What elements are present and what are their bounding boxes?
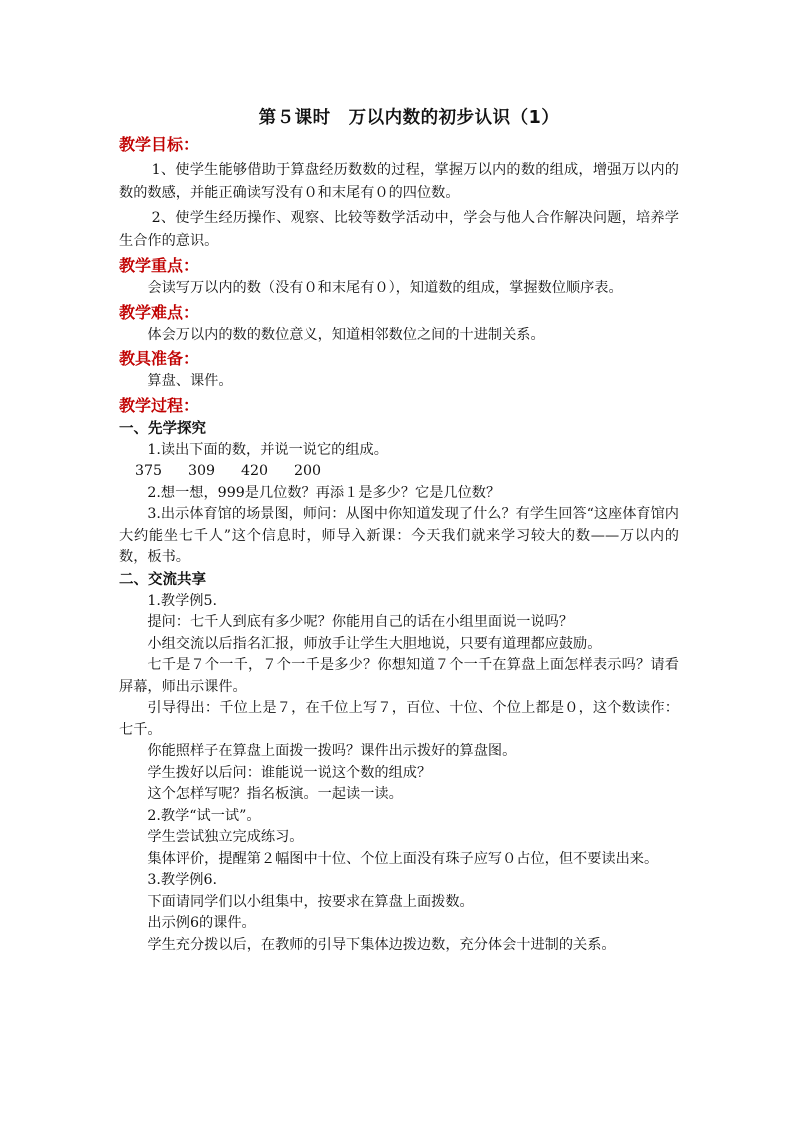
part2-line: 小组交流以后指名汇报，师放手让学生大胆地说，只要有道理都应鼓励。 [147,635,602,652]
key-points-heading: 教学重点： [119,256,200,275]
goal-2: 2、使学生经历操作、观察、比较等数学活动中，学会与他人合作解决问题，培养学生合作的意识。 [119,210,679,249]
process-heading: 教学过程： [119,395,200,415]
part2-line: 这个怎样写呢？指名板演。一起读一读。 [147,786,403,802]
part2-line: 提问：七千人到底有多少呢？你能用自己的话在小组里面说一说吗？ [147,614,574,630]
part1-item-1: 1.读出下面的数，并说一说它的组成。 [147,441,388,458]
tools-heading: 教具准备： [119,349,200,368]
number-list [119,461,679,483]
tools-text: 算盘、课件。 [147,373,233,389]
part2-line: 出示例6的课件。 [147,915,256,931]
goal-1: 1、使学生能够借助于算盘经历数数的过程，掌握万以内的数的组成，增强万以内的数的数感，并能正确读写没有０和末尾有０的四位数。 [119,162,679,201]
part2-line: 集体评价，提醒第２幅图中十位、个位上面没有珠子应写０占位，但不要读出来。 [147,850,659,867]
part1-item-2: 2.想一想，999是几位数？再添１是多少？它是几位数？ [147,484,501,501]
part2-line: 3.教学例6. [147,872,218,888]
page-title: 第５课时 万以内数的初步认识（1） [258,108,560,128]
part2-line: 引导得出：千位上是７，在千位上写７，百位、十位、个位上都是０，这个数读作：七千。 [119,700,679,738]
part2-line: 1.教学例5. [147,592,218,609]
part2-line: 下面请同学们以小组集中，按要求在算盘上面拨数。 [147,893,474,910]
number-item: 200 [294,463,322,479]
difficulty-text: 体会万以内的数的数位意义，知道相邻数位之间的十进制关系。 [147,326,545,343]
part2-line: 你能照样子在算盘上面拨一拨吗？课件出示拨好的算盘图。 [147,743,517,759]
part1-heading: 一、先学探究 [119,420,206,437]
key-points-text: 会读写万以内的数（没有０和末尾有０），知道数的组成，掌握数位顺序表。 [147,280,623,296]
number-item: 309 [188,463,216,479]
part2-line: 学生尝试独立完成练习。 [147,829,304,845]
difficulty-heading: 教学难点： [119,302,200,322]
part2-line: 七千是７个一千，７个一千是多少？你想知道７个一千在算盘上面怎样表示吗？请看屏幕，师出示课件。 [119,657,679,695]
part1-item-3: 3.出示体育馆的场景图，师问：从图中你知道发现了什么？有学生回答“这座体育馆内大约能坐七千人”这个信息时，师导入新课：今天我们就来学习较大的数——万以内的数，板书。 [119,506,679,565]
goals-heading: 教学目标： [119,135,200,154]
part2-line: 2.教学“试一试”。 [147,807,261,824]
part2-line: 学生拨好以后问：谁能说一说这个数的组成？ [147,764,432,781]
number-item: 420 [241,463,269,479]
part2-heading: 二、交流共享 [119,571,206,588]
number-item: 375 [135,463,163,479]
lesson-plan [119,104,679,956]
part2-line: 学生充分拨以后，在教师的引导下集体边拨边数，充分体会十进制的关系。 [147,936,616,953]
